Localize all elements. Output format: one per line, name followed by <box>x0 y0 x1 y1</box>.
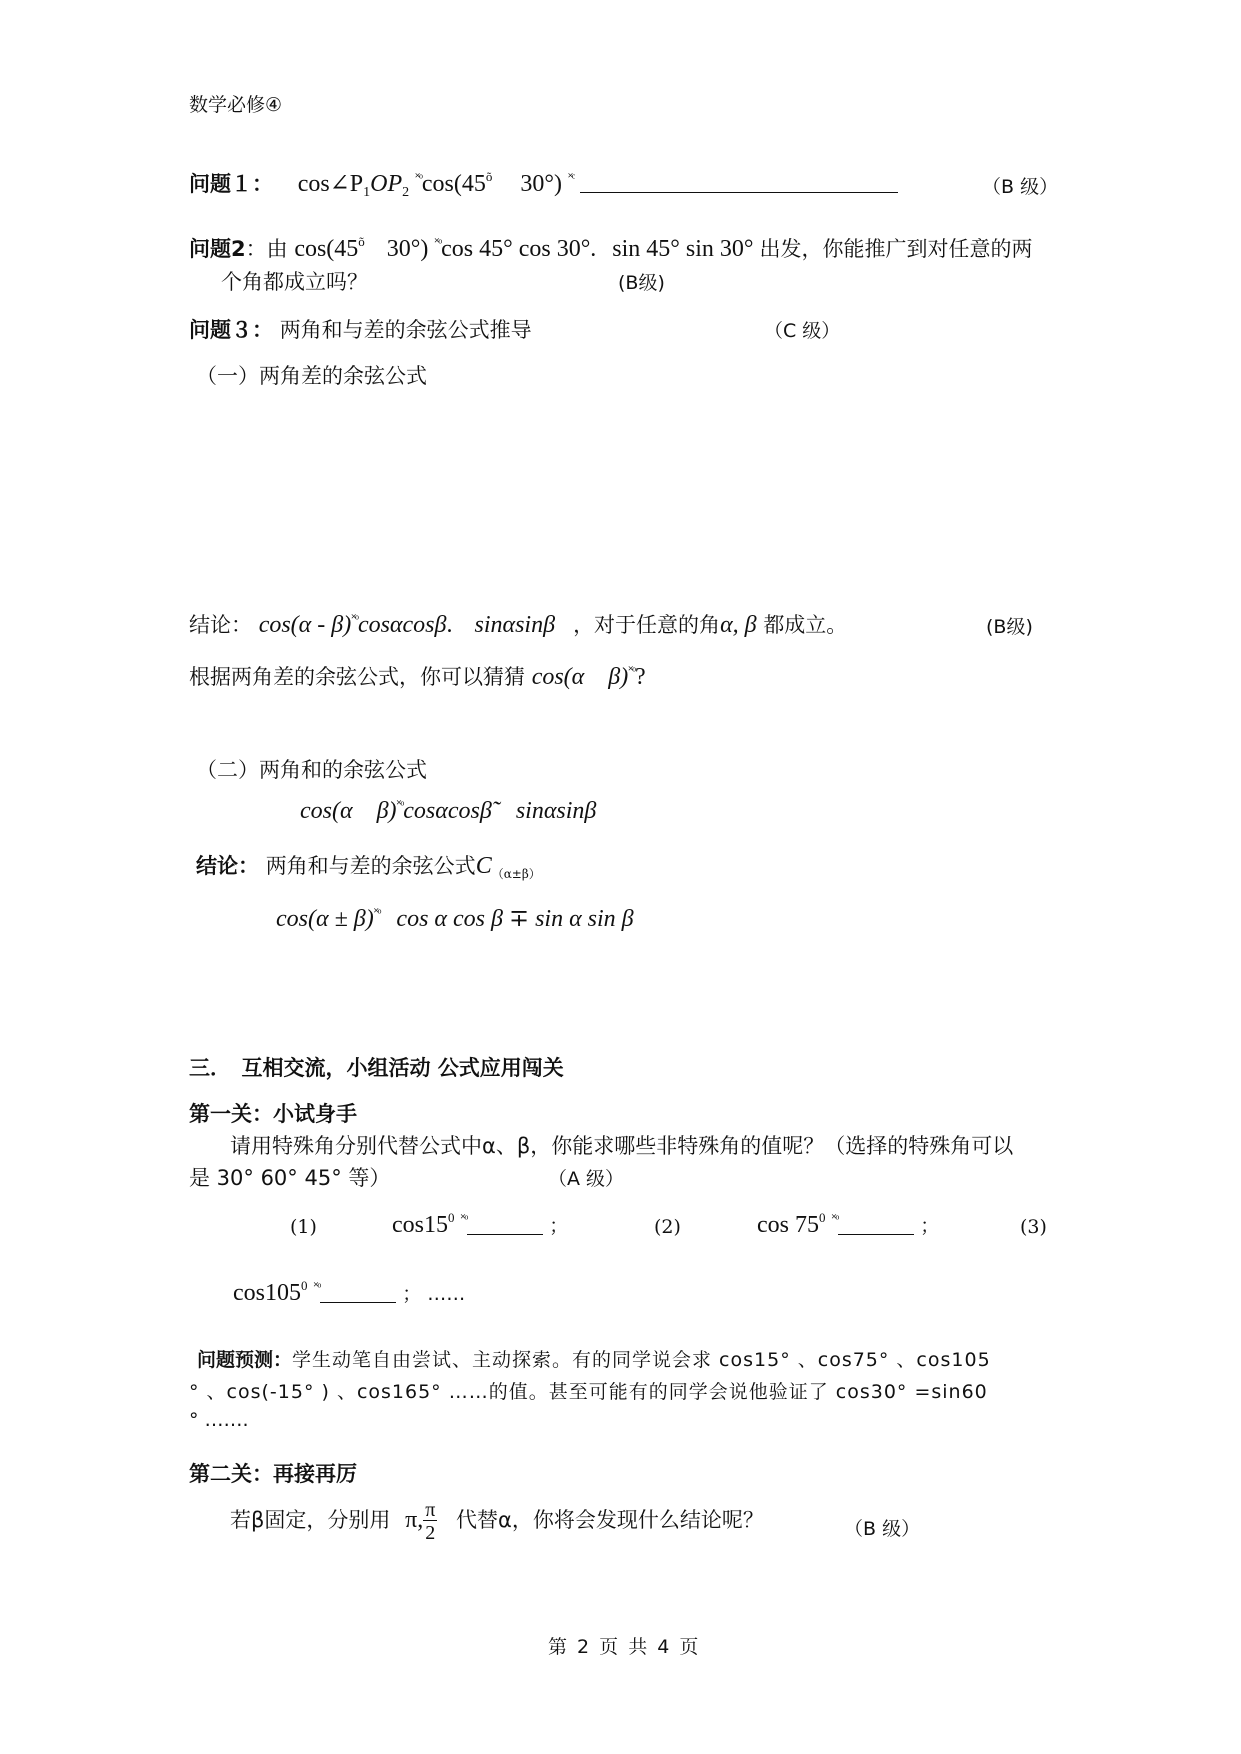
question-2-formula: $\cos(45^õ$ 30°) $^{˟ᵒ}$cos 45° cos 30°. sin 45° sin 30° <box>294 234 754 262</box>
question-1-formula: $\cos\angle P_1OP_2$ $^{˟ᵒ}\cos(45^õ$ 30°) $^{˟ᶜ}$ <box>297 169 575 200</box>
conclusion-1-formula: cos(α - β)$^{˟ᵒ}$cosαcosβ. sinαsinβ <box>258 611 556 638</box>
exercise-2-number: (2) <box>654 1216 681 1238</box>
question-2-level: (B级) <box>618 272 665 294</box>
exercise-3-blank <box>320 1284 396 1303</box>
prediction-line-a: 问题预测：学生动笔自由尝试、主动探索。有的同学说会求 cos15° 、cos75° 、cos105 <box>197 1349 991 1371</box>
level-2-title: 第二关：再接再厉 <box>189 1462 357 1486</box>
question-1-label: 问题１： <box>189 172 273 196</box>
level-1-level: （A 级） <box>548 1168 625 1190</box>
conclusion-1: 结论： cos(α - β)$^{˟ᵒ}$cosαcosβ. sinαsinβ ，对于任意的角α, β 都成立。 <box>189 611 848 638</box>
exercise-1-number: (1) <box>290 1216 317 1238</box>
question-1 <box>189 168 898 201</box>
conclusion-1-level: (B级) <box>986 616 1033 638</box>
level-2-level: （B 级） <box>844 1518 921 1540</box>
level-1-text-b: 是 30° 60° 45° 等） <box>189 1166 391 1190</box>
guess-line: 根据两角差的余弦公式，你可以猜猜 cos(α β)$^{˟ᵒ}$? <box>189 663 646 690</box>
exercise-2: $\cos 75^0$ $^{˟ᵒ}$ ； <box>757 1210 940 1238</box>
conclusion-2-formula: $\cos(\alpha \pm \beta)^{˟ᵒ}$ cos α cos β ∓ sin α sin β <box>276 905 634 932</box>
exercise-1: $\cos 15^0$ $^{˟ᵒ}$ ； <box>392 1210 569 1238</box>
section-2-formula: cos(α β)$^{˟ᵒ}$cosαcosβ̃ sinαsinβ <box>300 797 597 824</box>
question-3-level: （C 级） <box>764 320 841 342</box>
section-2-title: （二）两角和的余弦公式 <box>196 758 427 782</box>
question-1-answer-line <box>580 172 898 193</box>
conclusion-2: 结论： 两角和与差的余弦公式$C_{(\alpha\pm\beta)}$ <box>196 853 541 881</box>
pi-over-2-fraction: $\frac{\pi}{2}$ <box>425 1499 436 1544</box>
exercise-3: $\cos 105^0$ $^{˟ᵒ}$ ； …… <box>233 1278 466 1306</box>
question-3-label: 问题３： <box>189 318 273 342</box>
part-3-title: 三． 互相交流，小组活动 公式应用闯关 <box>189 1056 564 1080</box>
question-2-label: 问题2 <box>189 237 246 261</box>
page-footer: 第 2 页 共 4 页 <box>548 1636 701 1658</box>
exercise-1-blank <box>467 1216 543 1235</box>
question-3: 问题３： 两角和与差的余弦公式推导 <box>189 318 532 342</box>
question-2: 问题2：由 $\cos(45^õ$ 30°) $^{˟ᵒ}$cos 45° cos 30°. sin 45° sin 30° 出发，你能推广到对任意的两 <box>189 234 1033 262</box>
level-1-text-a: 请用特殊角分别代替公式中α、β，你能求哪些非特殊角的值呢？（选择的特殊角可以 <box>230 1134 1014 1158</box>
exercise-3-number: (3) <box>1020 1216 1047 1238</box>
section-1-title: （一）两角差的余弦公式 <box>196 364 427 388</box>
page-header: 数学必修④ <box>189 94 283 116</box>
prediction-line-b: ° 、cos(-15° ) 、cos165° ……的值。甚至可能有的同学会说他验证了 cos30° =sin60 <box>189 1381 988 1403</box>
prediction-line-c: ° ……. <box>189 1409 249 1431</box>
question-2-line2: 个角都成立吗？ <box>221 270 368 294</box>
level-2-text: 若β固定，分别用 π, $\frac{\pi}{2}$ 代替α，你将会发现什么结论呢？ <box>230 1499 764 1544</box>
level-1-title: 第一关：小试身手 <box>189 1102 357 1126</box>
exercise-2-blank <box>838 1216 914 1235</box>
question-1-level: （B 级） <box>982 176 1059 198</box>
